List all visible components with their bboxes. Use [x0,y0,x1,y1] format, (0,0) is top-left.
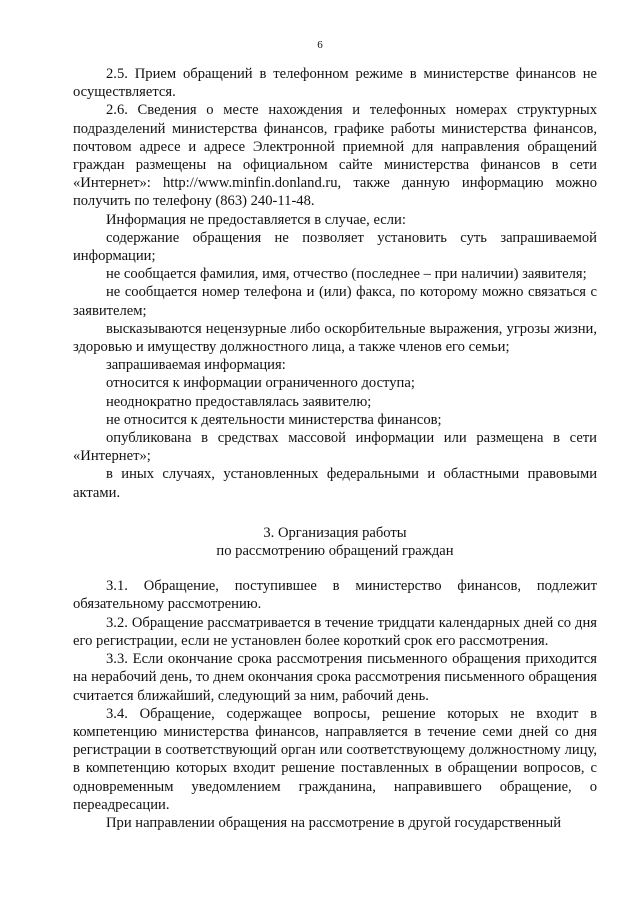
paragraph-2-6: 2.6. Сведения о месте нахождения и телефонных номерах структурных подразделений министерства финансов, графике работы министерства финансов, почтовом адресе и адресе Электронной приемной для направления обращений граждан размещены на официальном сайте министерства финансов в сети «Интернет»: http://www.minfin.donland.ru, также данную информацию можно получить по телефону (863) 240-11-48. [73,102,597,210]
list-item: не сообщается фамилия, имя, отчество (последнее – при наличии) заявителя; [106,266,587,283]
page-number: 6 [317,39,323,51]
paragraph-3-4: 3.4. Обращение, содержащее вопросы, решение которых не входит в компетенцию министерства финансов, направляется в течение семи дней со дня регистрации в соответствующий орган или соответствующему должностному лицу, в компетенцию которых входит решение поставленных в обращении вопросов, с одновременным уведомлением гражданина, направившего обращение, о переадресации. [73,705,597,813]
list-item: в иных случаях, установленных федеральными и областными правовыми актами. [73,466,597,501]
document-body [73,65,597,832]
section-heading-line1: 3. Организация работы [263,524,407,541]
list-item: запрашиваемая информация: [106,357,286,374]
paragraph-3-3: 3.3. Если окончание срока рассмотрения письменного обращения приходится на нерабочий день, то днем окончания срока рассмотрения письменного обращения считается ближайший, следующий за ним, рабочий день. [73,651,597,704]
section-heading-line2: по рассмотрению обращений граждан [216,543,454,560]
list-item: не относится к деятельности министерства финансов; [106,411,442,428]
list-item: опубликована в средствах массовой информации или размещена в сети «Интернет»; [73,430,597,465]
paragraph-3-2: 3.2. Обращение рассматривается в течение тридцати календарных дней со дня его регистрации, если не установлен более короткий срок его рассмотрения. [73,614,597,649]
paragraph-3-1: 3.1. Обращение, поступившее в министерство финансов, подлежит обязательному рассмотрению. [73,578,597,613]
list-item: высказываются нецензурные либо оскорбительные выражения, угрозы жизни, здоровью и имуществу должностного лица, а также членов его семьи; [73,320,597,356]
list-item: неоднократно предоставлялась заявителю; [106,393,372,410]
list-item: относится к информации ограниченного доступа; [106,375,415,392]
list-item: не сообщается номер телефона и (или) факса, по которому можно связаться с заявителем; [73,284,597,319]
paragraph-info-refusal-intro: Информация не предоставляется в случае, если: [106,211,406,228]
paragraph-2-5: 2.5. Прием обращений в телефонном режиме в министерстве финансов не осуществляется. [73,66,597,101]
list-item: содержание обращения не позволяет установить суть запрашиваемой информации; [73,229,597,265]
paragraph-redirect: При направлении обращения на рассмотрение в другой государственный [106,814,562,831]
